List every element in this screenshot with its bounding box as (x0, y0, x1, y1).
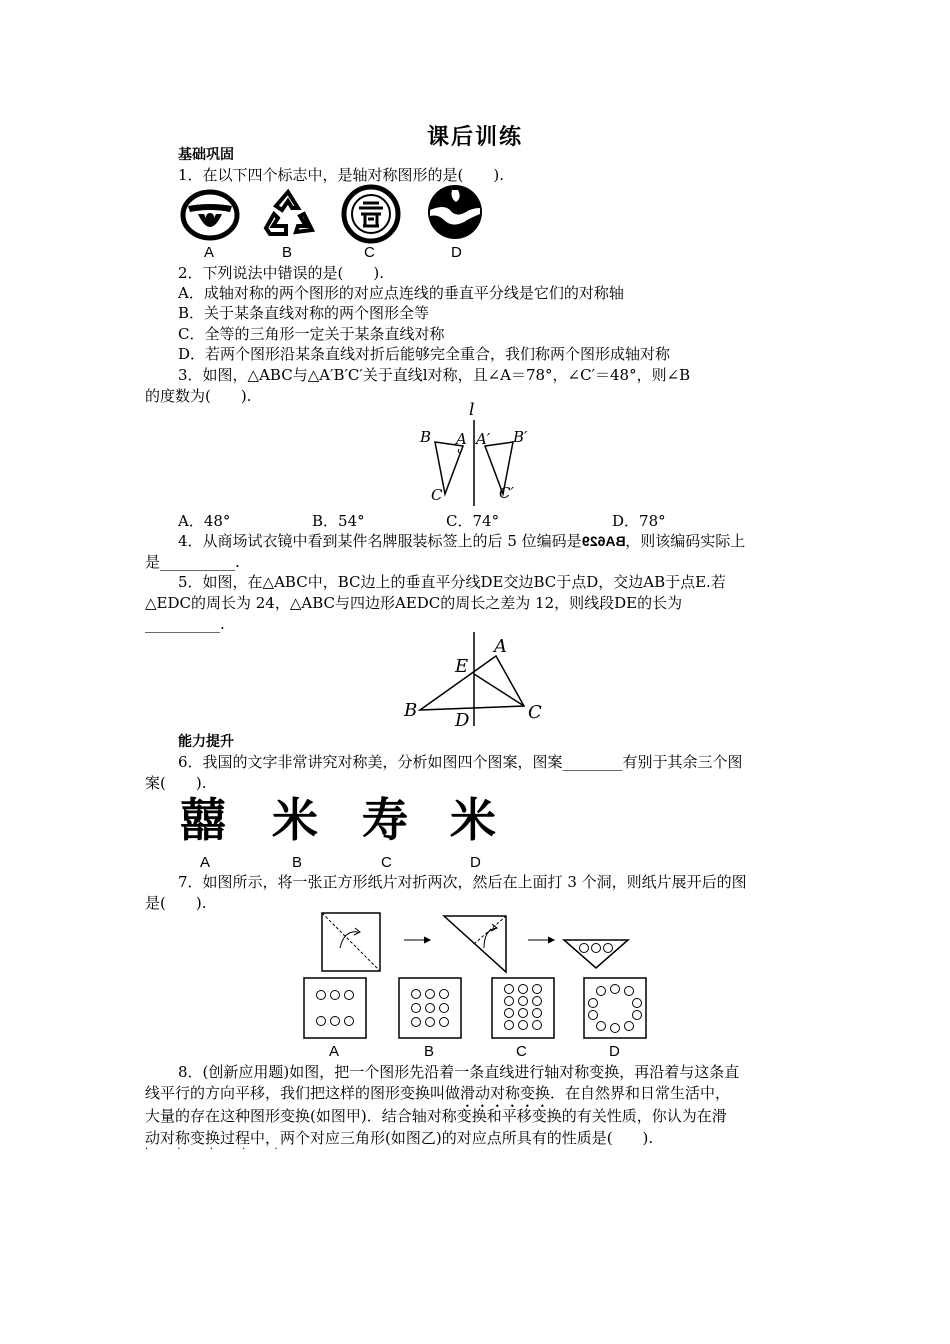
q1-label-d: D (451, 244, 462, 261)
q2-option-d: D．若两个图形沿某条直线对折后能够完全重合，我们称两个图形成轴对称 (178, 345, 671, 363)
q6-label-a: A (200, 854, 211, 871)
q4-mirror-code: BA629 (581, 533, 626, 549)
question-6-line1: 6．我国的文字非常讲究对称美，分析如图四个图案，图案________有别于其余三个图 (178, 753, 743, 771)
q5-label-e: E (455, 656, 469, 677)
q2-option-b: B．关于某条直线对称的两个图形全等 (178, 304, 430, 322)
q4-text-after: ，则该编码实际上 (625, 532, 746, 550)
logo-d-icon (426, 184, 484, 240)
q1-label-c: C (364, 244, 375, 261)
q3-label-a-prime: A′ (476, 430, 491, 448)
logo-a-icon (180, 190, 240, 240)
q3-label-c-prime: C′ (499, 484, 514, 502)
q6-char-b: 米 (272, 793, 318, 847)
question-4-line2: 是__________. (145, 553, 240, 571)
q6-char-a: 囍 (180, 793, 226, 847)
question-8-line1: 8．(创新应用题)如图，把一个图形先沿着一条直线进行轴对称变换，再沿着与这条直 (178, 1063, 740, 1081)
q6-char-c: 寿 (362, 793, 408, 847)
question-1-text: 1．在以下四个标志中，是轴对称图形的是( ). (178, 166, 505, 184)
q3-label-l: l (469, 400, 475, 420)
q7-option-a-figure (303, 977, 367, 1039)
q6-label-c: C (381, 854, 392, 871)
question-8-line4: 动对称变换过程中，两个对应三角形(如图乙)的对应点所具有的性质是( ). (145, 1129, 654, 1147)
q8-emphasized-term: 滑动对称变换 (460, 1084, 551, 1102)
q2-option-a: A．成轴对称的两个图形的对应点连线的垂直平分线是它们的对称轴 (178, 284, 624, 302)
q6-label-d: D (470, 854, 481, 871)
q2-option-c: C．全等的三角形一定关于某条直线对称 (178, 325, 445, 343)
q1-label-a: A (204, 244, 215, 261)
q3-label-a: A (456, 430, 467, 448)
q4-text-before: 4．从商场试衣镜中看到某件名牌服装标签上的后 5 位编码是 (178, 532, 582, 550)
q6-label-b: B (292, 854, 303, 871)
question-6-line2: 案( ). (145, 774, 207, 792)
q7-label-c: C (516, 1043, 527, 1060)
q7-label-a: A (329, 1043, 340, 1060)
q1-label-b: B (282, 244, 293, 261)
q6-char-d: 米 (450, 793, 496, 847)
question-5-line3: __________. (145, 615, 225, 633)
q7-folding-diagram (300, 908, 640, 974)
q5-label-d: D (455, 710, 470, 731)
q3-label-b-prime: B′ (513, 428, 528, 446)
q3-option-c: C．74° (446, 512, 500, 530)
q8-emphasis-dots: · · · · · (145, 1144, 291, 1155)
q5-label-c: C (528, 702, 542, 723)
q8-line2-after: ．在自然界和日常生活中， (550, 1084, 731, 1102)
question-7-line2: 是( ). (145, 894, 207, 912)
q8-line2-before: 线平行的方向平移，我们把这样的图形变换叫做 (145, 1084, 461, 1102)
q7-option-d-figure (583, 977, 647, 1039)
section-heading-advanced: 能力提升 (178, 734, 234, 750)
question-5-line1: 5．如图，在△ABC中，BC边上的垂直平分线DE交边BC于点D，交边AB于点E.若 (178, 573, 726, 591)
question-8-line3: 大量的存在这种图形变换(如图甲)．结合轴对称变换和平移变换的有关性质，你认为在滑 (145, 1107, 727, 1125)
q3-option-b: B．54° (312, 512, 365, 530)
q7-option-b-figure (398, 977, 462, 1039)
question-4-line1 (178, 531, 745, 552)
q7-label-d: D (609, 1043, 620, 1060)
question-3-line1: 3．如图，△ABC与△A′B′C′关于直线l对称，且∠A＝78°，∠C′＝48°，则∠B (178, 366, 691, 384)
q5-label-b: B (404, 700, 418, 721)
title: 课后训练 (426, 125, 523, 150)
logo-c-icon (341, 186, 401, 242)
q7-label-b: B (424, 1043, 435, 1060)
q7-option-c-figure (491, 977, 555, 1039)
question-7-line1: 7．如图所示，将一张正方形纸片对折两次，然后在上面打 3 个洞，则纸片展开后的图 (178, 873, 747, 891)
section-heading-basic: 基础巩固 (178, 147, 234, 163)
q3-label-b: B (420, 428, 432, 446)
question-3-line2: 的度数为( ). (145, 387, 252, 405)
question-2-text: 2．下列说法中错误的是( ). (178, 264, 385, 282)
logo-b-recycle-icon (260, 188, 316, 240)
q3-label-c: C (431, 486, 443, 504)
q3-option-d: D．78° (612, 512, 666, 530)
q5-label-a: A (494, 636, 507, 657)
q3-option-a: A．48° (178, 512, 231, 530)
question-5-line2: △EDC的周长为 24，△ABC与四边形AEDC的周长之差为 12，则线段DE的长为 (145, 594, 683, 612)
